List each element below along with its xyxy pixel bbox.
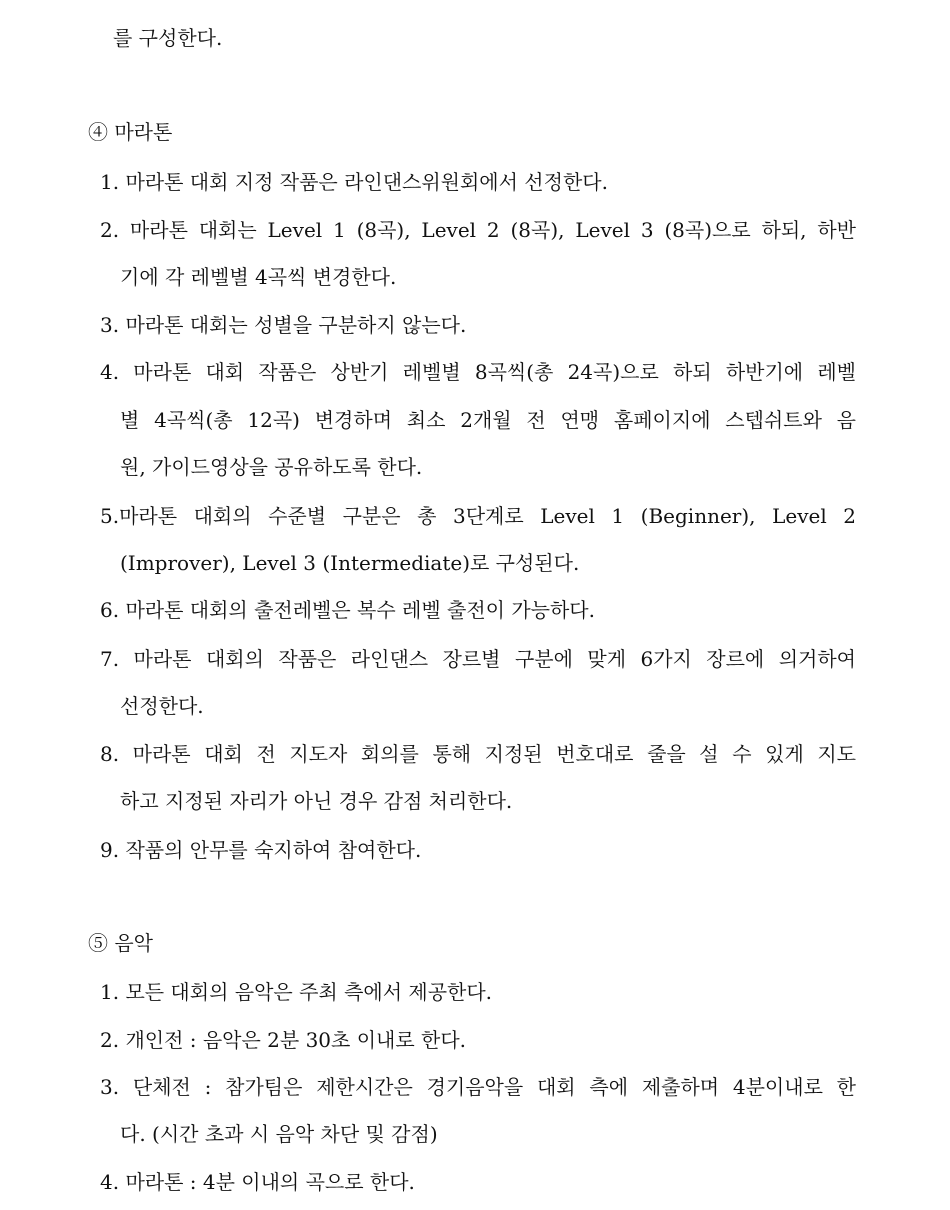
marathon-item-2-cont: 기에 각 레벨별 4곡씩 변경한다.: [120, 265, 397, 289]
music-item-4: 4. 마라톤 : 4분 이내의 곡으로 한다.: [100, 1170, 415, 1194]
section-heading-music: ⑤ 음악: [88, 931, 153, 955]
marathon-item-1: 1. 마라톤 대회 지정 작품은 라인댄스위원회에서 선정한다.: [100, 170, 608, 194]
marathon-item-3: 3. 마라톤 대회는 성별을 구분하지 않는다.: [100, 313, 467, 337]
marathon-item-7: 7. 마라톤 대회의 작품은 라인댄스 장르별 구분에 맞게 6가지 장르에 의거하여: [100, 647, 856, 671]
marathon-item-7-cont: 선정한다.: [120, 694, 204, 718]
music-item-3: 3. 단체전 : 참가팀은 제한시간은 경기음악을 대회 측에 제출하며 4분이내로 한: [100, 1075, 856, 1099]
marathon-item-5: 5.마라톤 대회의 수준별 구분은 총 3단계로 Level 1 (Beginner), Level 2: [100, 504, 856, 528]
marathon-item-8: 8. 마라톤 대회 전 지도자 회의를 통해 지정된 번호대로 줄을 설 수 있게 지도: [100, 742, 856, 766]
marathon-item-4-cont-2: 원, 가이드영상을 공유하도록 한다.: [120, 455, 423, 479]
marathon-item-8-cont: 하고 지정된 자리가 아닌 경우 감점 처리한다.: [120, 789, 513, 813]
marathon-item-9: 9. 작품의 안무를 숙지하여 참여한다.: [100, 838, 422, 862]
section-heading-marathon: ④ 마라톤: [88, 120, 173, 144]
marathon-item-5-cont: (Improver), Level 3 (Intermediate)로 구성된다.: [120, 551, 580, 575]
music-item-2: 2. 개인전 : 음악은 2분 30초 이내로 한다.: [100, 1028, 467, 1052]
music-item-3-cont: 다. (시간 초과 시 음악 차단 및 감점): [120, 1122, 438, 1146]
marathon-item-4: 4. 마라톤 대회 작품은 상반기 레벨별 8곡씩(총 24곡)으로 하되 하반기에 레벨: [100, 360, 856, 384]
music-item-1: 1. 모든 대회의 음악은 주최 측에서 제공한다.: [100, 980, 493, 1004]
marathon-item-4-cont-1: 별 4곡씩(총 12곡) 변경하며 최소 2개월 전 연맹 홈페이지에 스텝쉬트와 음: [120, 408, 856, 432]
marathon-item-2: 2. 마라톤 대회는 Level 1 (8곡), Level 2 (8곡), Level 3 (8곡)으로 하되, 하반: [100, 218, 856, 242]
intro-continuation: 를 구성한다.: [113, 26, 223, 50]
marathon-item-6: 6. 마라톤 대회의 출전레벨은 복수 레벨 출전이 가능하다.: [100, 598, 595, 622]
